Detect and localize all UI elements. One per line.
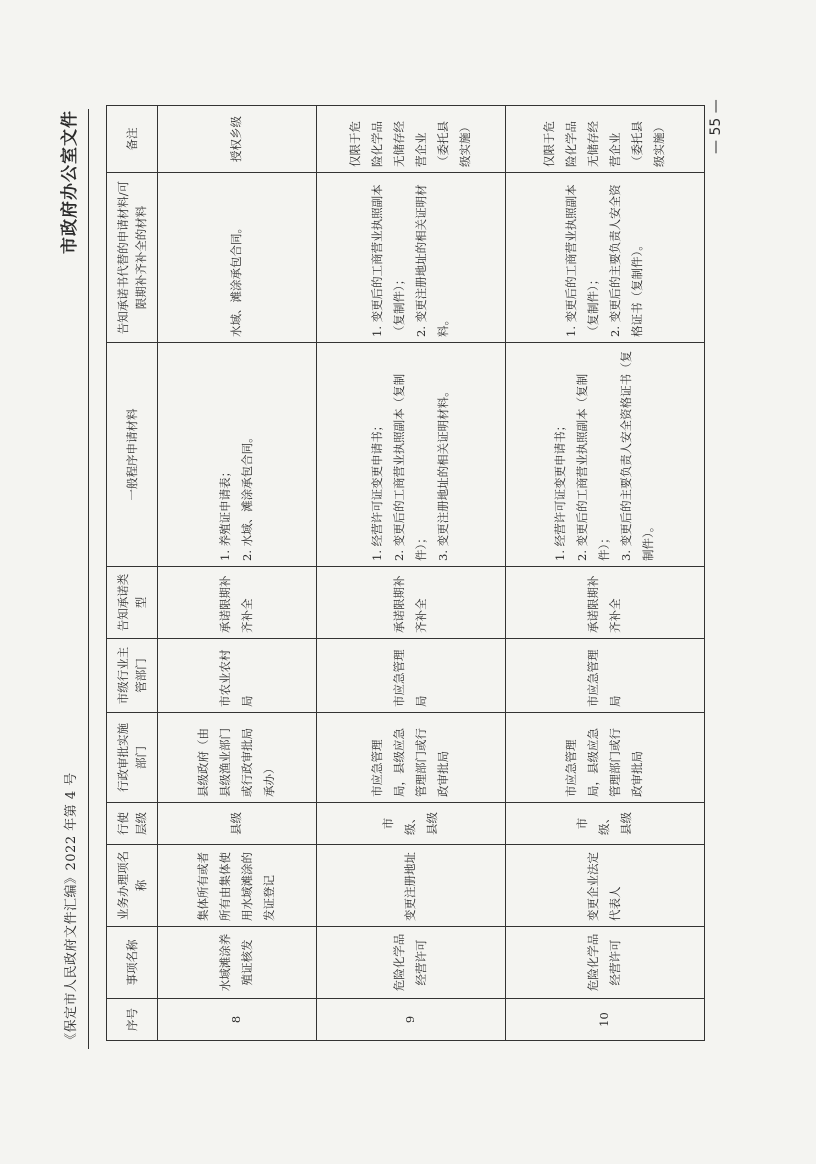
col-header-name: 事项名称	[107, 927, 158, 999]
col-header-materials: 一般程序申请材料	[107, 343, 158, 567]
cell-item: 集体所有或者所有由集体使用水域滩涂的发证登记	[158, 845, 317, 927]
material-line: 2. 水域、滩涂承包合同。	[240, 431, 254, 561]
office-header: 市政府办公室文件	[60, 110, 80, 254]
replaced-line: 1. 变更后的工商营业执照副本（复制件）；	[564, 184, 601, 337]
cell-item: 变更注册地址	[317, 845, 506, 927]
cell-authority: 市农业农村局	[158, 639, 317, 713]
table-row	[158, 106, 317, 1041]
material-line: 3. 变更注册地址的相关证明材料。	[435, 385, 450, 561]
cell-replaced	[317, 173, 506, 343]
col-header-note: 备注	[107, 106, 158, 173]
cell-note: 仅限于危险化学品无储存经营企业（委托县级实施）	[317, 106, 506, 173]
header-rule	[88, 109, 89, 1049]
cell-no: 9	[317, 999, 506, 1041]
material-line: 1. 养殖证申请表；	[218, 465, 233, 561]
cell-note: 授权乡级	[158, 106, 317, 173]
cell-level: 市级、县级	[317, 803, 506, 845]
material-line: 1. 经营许可证变更申请书；	[553, 419, 568, 561]
cell-materials	[317, 343, 506, 567]
cell-replaced: 水域、滩涂承包合同。	[158, 173, 317, 343]
col-header-level: 行使层级	[107, 803, 158, 845]
table-row	[317, 106, 506, 1041]
cell-note: 仅限于危险化学品无储存经营企业（委托县级实施）	[506, 106, 705, 173]
cell-dept: 市应急管理局，县级应急管理部门或行政审批局	[317, 713, 506, 803]
cell-authority: 市应急管理局	[506, 639, 705, 713]
page-number: — 55 —	[708, 99, 724, 154]
replaced-line: 2. 变更注册地址的相关证明材料。	[414, 184, 450, 337]
cell-materials	[158, 343, 317, 567]
cell-name: 水域滩涂养殖证核发	[158, 927, 317, 999]
cell-replaced	[506, 173, 705, 343]
replaced-line: 2. 变更后的主要负责人安全资格证书（复制件）。	[608, 184, 644, 337]
col-header-item: 业务办理项名称	[107, 845, 158, 927]
cell-item: 变更企业法定代表人	[506, 845, 705, 927]
cell-type: 承诺限期补齐补全	[506, 567, 705, 639]
material-line: 3. 变更后的主要负责人安全资格证书（复制件）。	[618, 350, 655, 561]
document-series-header: 《保定市人民政府文件汇编》2022 年第 4 号	[64, 772, 79, 1046]
cell-level: 县级	[158, 803, 317, 845]
replaced-line: 1. 变更后的工商营业执照副本（复制件）；	[370, 184, 407, 337]
cell-level: 市级、县级	[506, 803, 705, 845]
cell-type: 承诺限期补齐补全	[158, 567, 317, 639]
material-line: 1. 经营许可证变更申请书；	[370, 419, 385, 561]
cell-no: 8	[158, 999, 317, 1041]
cell-materials	[506, 343, 705, 567]
table-header-row	[107, 106, 158, 1041]
col-header-type: 告知承诺类型	[107, 567, 158, 639]
approval-items-table	[106, 105, 705, 1041]
table-row	[506, 106, 705, 1041]
col-header-authority: 市级行业主管部门	[107, 639, 158, 713]
cell-name: 危险化学品经营许可	[506, 927, 705, 999]
cell-dept: 市应急管理局，县级应急管理部门或行政审批局	[506, 713, 705, 803]
material-line: 2. 变更后的工商营业执照副本（复制件）；	[575, 373, 612, 561]
col-header-replaced: 告知承诺书代替的申请材料/可限期补齐补全的材料	[107, 173, 158, 343]
material-line: 2. 变更后的工商营业执照副本（复制件）；	[392, 373, 428, 561]
cell-authority: 市应急管理局	[317, 639, 506, 713]
cell-type: 承诺限期补齐补全	[317, 567, 506, 639]
cell-no: 10	[506, 999, 705, 1041]
cell-dept: 县级政府（由县级渔业部门或行政审批局承办）	[158, 713, 317, 803]
cell-name: 危险化学品经营许可	[317, 927, 506, 999]
col-header-dept: 行政审批实施部门	[107, 713, 158, 803]
col-header-no: 序号	[107, 999, 158, 1041]
